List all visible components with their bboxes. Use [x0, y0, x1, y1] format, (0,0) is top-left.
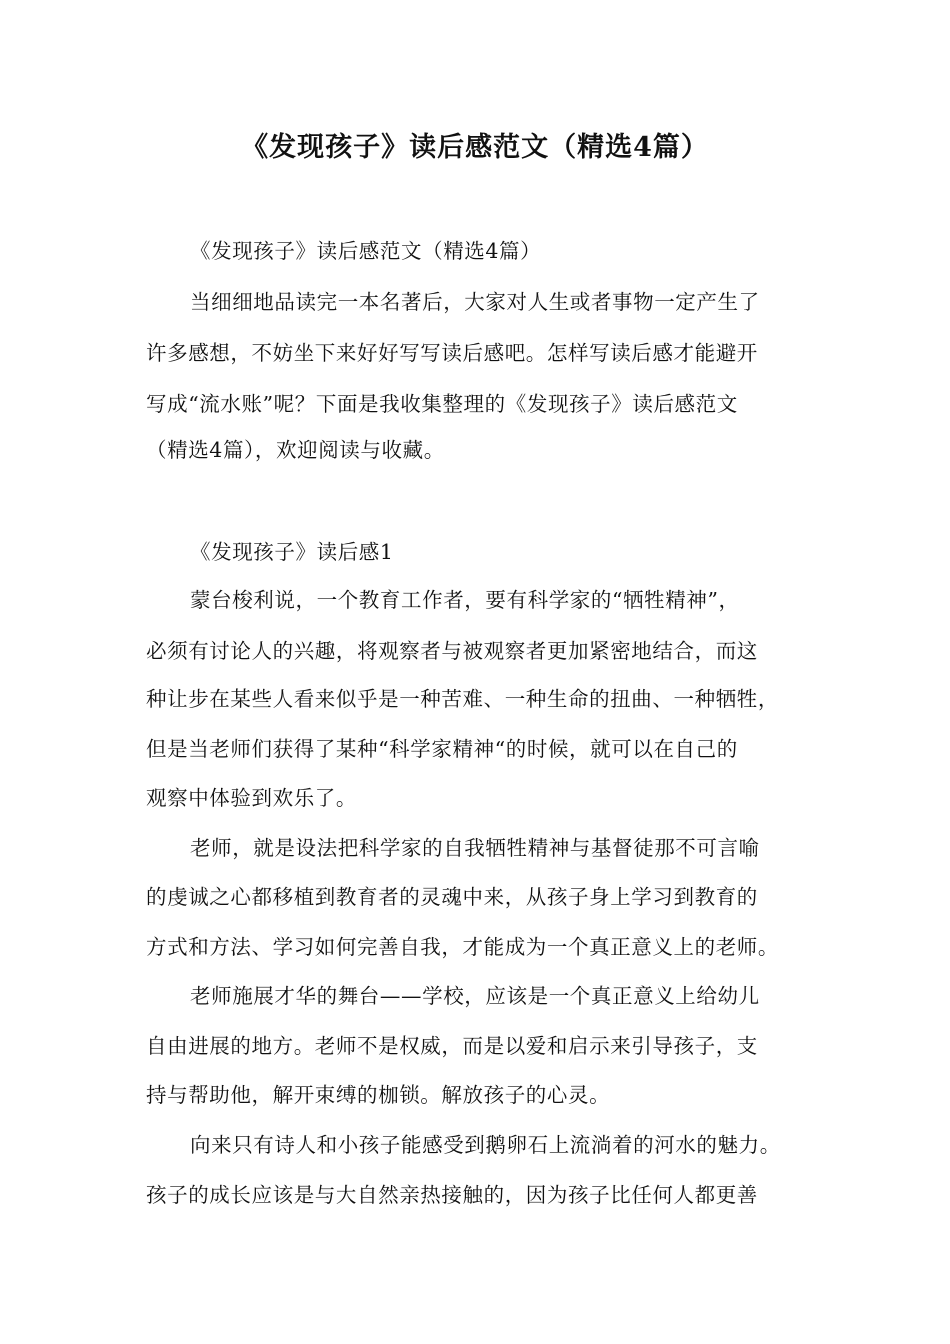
- paragraph-line: 方式和方法、学习如何完善自我，才能成为一个真正意义上的老师。: [146, 935, 779, 959]
- paragraph-line: 向来只有诗人和小孩子能感受到鹅卵石上流淌着的河水的魅力。: [190, 1133, 781, 1157]
- paragraph-line: 许多感想，不妨坐下来好好写写读后感吧。怎样写读后感才能避开: [146, 341, 758, 365]
- paragraph-line: 持与帮助他，解开束缚的枷锁。解放孩子的心灵。: [146, 1083, 611, 1107]
- paragraph-line: 写成“流水账”呢？下面是我收集整理的《发现孩子》读后感范文: [146, 392, 738, 416]
- section-heading: 《发现孩子》读后感1: [190, 540, 394, 564]
- paragraph-line: （精选4篇），欢迎阅读与收藏。: [146, 438, 445, 462]
- paragraph-line: 老师施展才华的舞台——学校，应该是一个真正意义上给幼儿: [190, 984, 760, 1008]
- paragraph-line: 必须有讨论人的兴趣，将观察者与被观察者更加紧密地结合，而这: [146, 639, 758, 663]
- paragraph-line: 种让步在某些人看来似乎是一种苦难、一种生命的扭曲、一种牺牲，: [146, 687, 779, 711]
- paragraph-line: 老师，就是设法把科学家的自我牺牲精神与基督徒那不可言喻: [190, 836, 760, 860]
- document-subtitle: 《发现孩子》读后感范文（精选4篇）: [190, 239, 542, 263]
- paragraph-line: 观察中体验到欢乐了。: [146, 786, 357, 810]
- paragraph-line: 但是当老师们获得了某种“科学家精神“的时候，就可以在自己的: [146, 737, 738, 761]
- paragraph-line: 自由进展的地方。老师不是权威，而是以爱和启示来引导孩子，支: [146, 1034, 758, 1058]
- document-title: 《发现孩子》读后感范文（精选4篇）: [241, 132, 709, 163]
- paragraph-line: 的虔诚之心都移植到教育者的灵魂中来，从孩子身上学习到教育的: [146, 885, 758, 909]
- paragraph-line: 蒙台梭利说，一个教育工作者，要有科学家的“牺牲精神”，: [190, 588, 740, 612]
- paragraph-line: 当细细地品读完一本名著后，大家对人生或者事物一定产生了: [190, 290, 760, 314]
- paragraph-line: 孩子的成长应该是与大自然亲热接触的，因为孩子比任何人都更善: [146, 1183, 758, 1207]
